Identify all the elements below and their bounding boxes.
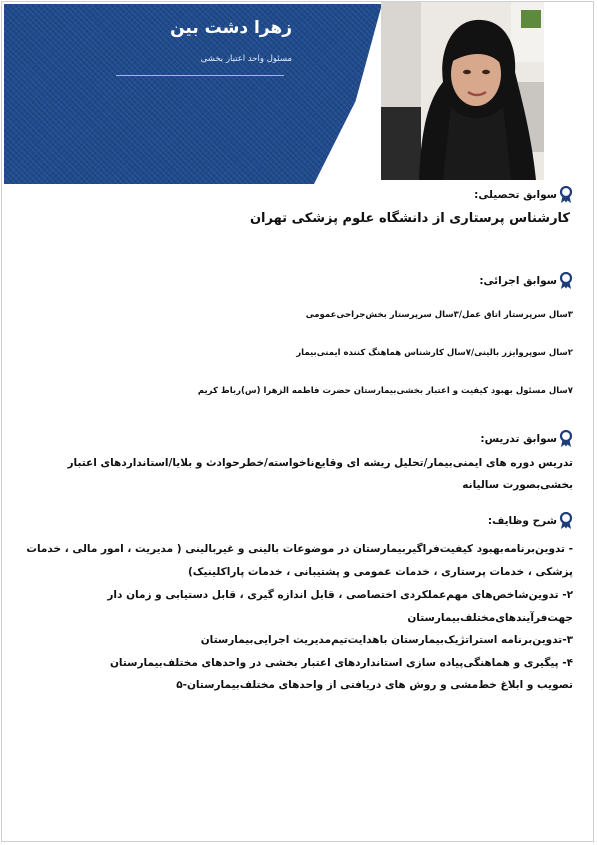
education-heading <box>474 186 573 204</box>
duties-line: جهت‌فرآیندهای‌مختلف‌بیمارستان <box>407 612 573 624</box>
executive-item: ۲سال سوپروایزر بالینی/۷سال کارشناس هماهنگ کننده ایمنی‌بیمار <box>296 348 573 358</box>
executive-item: ۳سال سرپرستار اتاق عمل/۳سال سرپرستار بخش‌جراحی‌عمومی <box>305 310 573 320</box>
duties-line: تصویب و ابلاغ خط‌مشی و روش های دریافتی از واحدهای مختلف‌بیمارستان-۵ <box>176 679 573 691</box>
duties-line: - تدوین‌برنامه‌بهبود کیفیت‌فراگیربیمارستان در موضوعات بالینی و غیربالینی ( مدیریت ، امور مالی ، خدمات <box>26 543 573 555</box>
award-ribbon-icon <box>559 186 573 204</box>
banner-divider <box>116 75 284 76</box>
executive-heading-text: سوابق اجرائی: <box>479 275 557 287</box>
duties-heading <box>488 512 573 530</box>
duties-heading-text: شرح وظایف: <box>487 515 557 527</box>
teaching-heading-text: سوابق تدریس: <box>480 433 557 445</box>
duties-line: ۴- پیگیری و هماهنگی‌پیاده سازی استانداردهای اعتبار بخشی در واحدهای مختلف‌بیمارستان <box>109 657 573 669</box>
person-name: زهرا دشت بین <box>170 18 292 38</box>
teaching-line: بخشی‌بصورت سالیانه <box>462 479 573 491</box>
teaching-line: تدریس دوره های ایمنی‌بیمار/تحلیل ریشه ای وقایع‌ناخواسته/خطرحوادث و بلایا/استانداردهای اعتبار <box>67 457 573 469</box>
award-ribbon-icon <box>559 272 573 290</box>
executive-item: ۷سال مسئول بهبود کیفیت و اعتبار بخشی‌بیمارستان حضرت فاطمه الزهرا (س)رباط کریم <box>197 386 573 396</box>
person-role: مسئول واحد اعتبار بخشی <box>200 54 292 64</box>
education-heading-text: سوابق تحصیلی: <box>474 189 557 201</box>
award-ribbon-icon <box>559 430 573 448</box>
award-ribbon-icon <box>559 512 573 530</box>
teaching-heading <box>480 430 573 448</box>
duties-line: ۳-تدوین‌برنامه استراتژیک‌بیمارستان باهدایت‌تیم‌مدیریت اجرایی‌بیمارستان <box>200 634 573 646</box>
education-line: کارشناس پرستاری از دانشگاه علوم پزشکی تهران <box>249 211 570 226</box>
duties-line: پزشکی ، خدمات پرستاری ، خدمات عمومی و پشتیبانی ، خدمات پاراکلینیک) <box>187 566 573 578</box>
duties-line: ۲- تدوین‌شاخص‌های مهم‌عملکردی اختصاصی ، قابل اندازه گیری ، قابل دستیابی و زمان دار <box>107 589 573 601</box>
executive-heading <box>479 272 573 290</box>
profile-photo <box>381 2 544 180</box>
